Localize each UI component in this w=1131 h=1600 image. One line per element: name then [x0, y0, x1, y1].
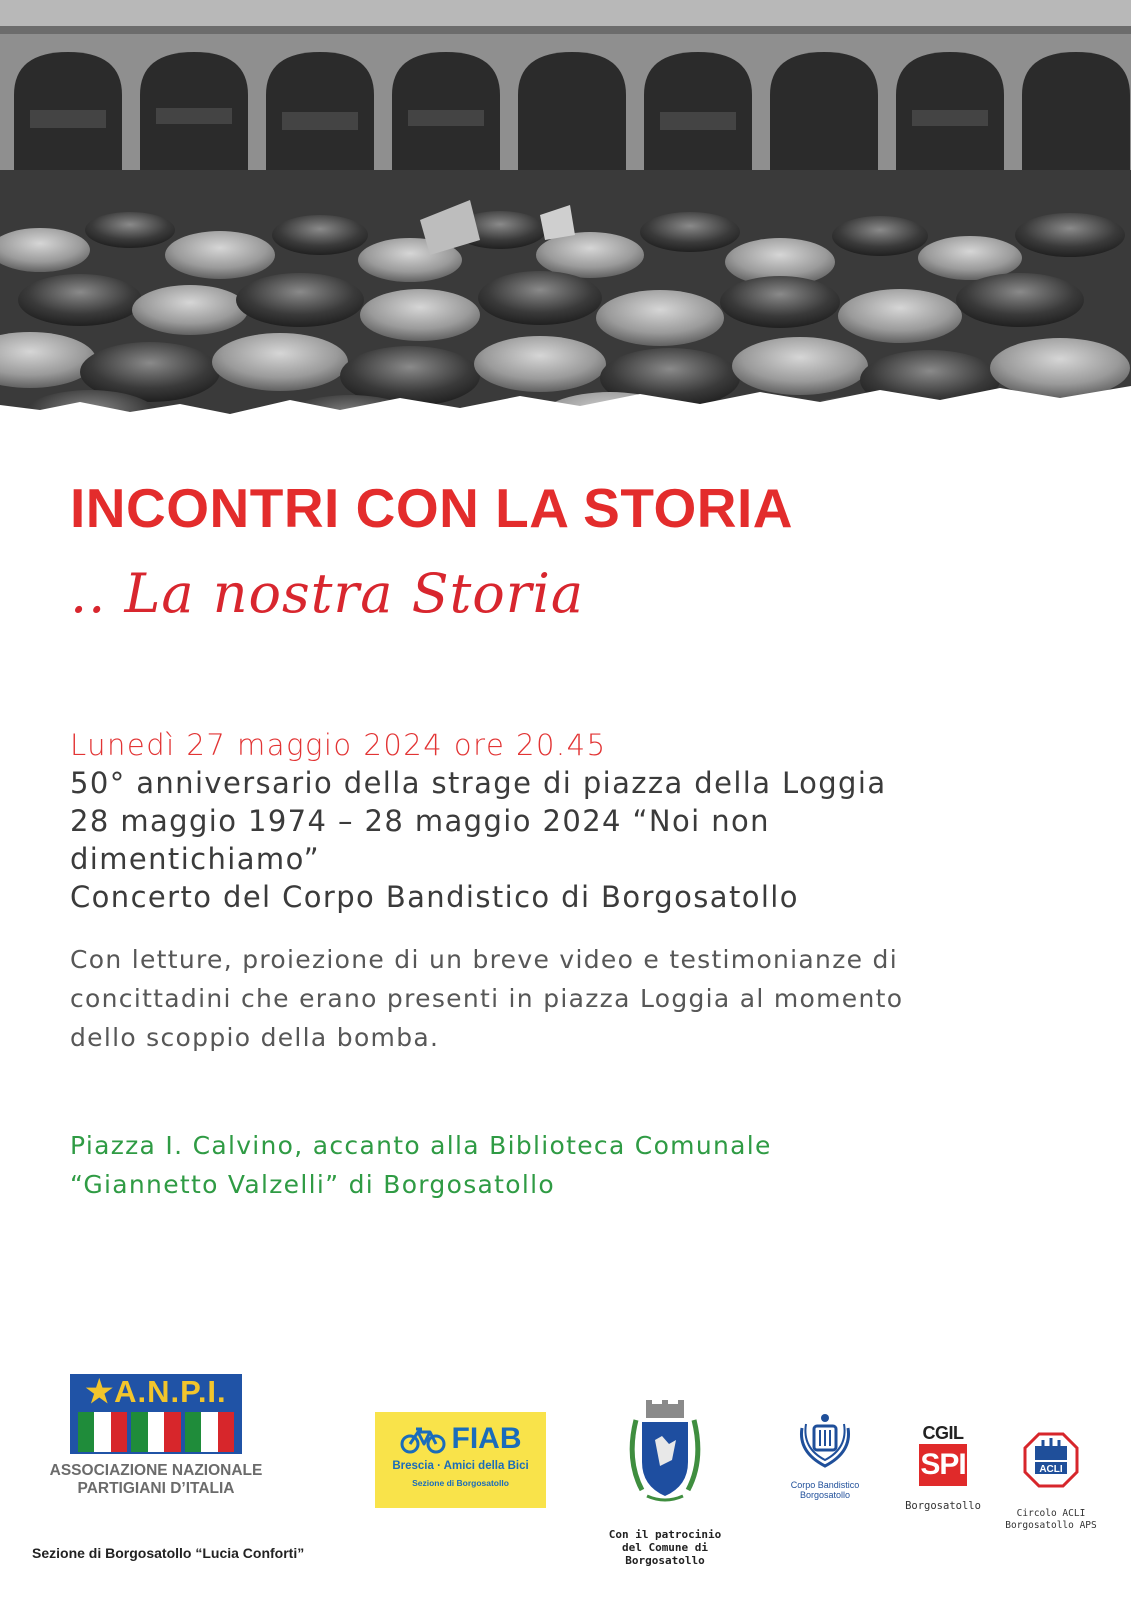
event-description [70, 940, 1070, 1057]
anpi-section: Sezione di Borgosatollo “Lucia Conforti” [32, 1545, 305, 1561]
acli-line: Circolo ACLI [1016, 1508, 1086, 1519]
anpi-name-line: PARTIGIANI D’ITALIA [77, 1480, 235, 1497]
location-line: “Giannetto Valzelli” di Borgosatollo [70, 1170, 555, 1199]
acli-logo [996, 1432, 1106, 1532]
cgil-town: Borgosatollo [905, 1500, 981, 1512]
fiab-logo [375, 1412, 546, 1508]
event-motto: dimentichiamo” [70, 842, 321, 876]
anpi-logo [49, 1374, 310, 1498]
banda-logo [770, 1408, 880, 1500]
page-title: INCONTRI CON LA STORIA [70, 477, 793, 539]
acli-name [996, 1508, 1106, 1532]
bicycle-icon [400, 1424, 446, 1454]
lyre-emblem-icon [792, 1408, 858, 1474]
banda-line: Borgosatollo [799, 1490, 851, 1500]
fiab-subtitle: Brescia · Amici della Bici [392, 1460, 529, 1472]
anpi-name [36, 1462, 276, 1498]
tagline: .. La nostra Storia [70, 562, 585, 625]
header-photo [0, 0, 1131, 440]
anpi-emblem [70, 1374, 242, 1454]
italian-flags-icon [78, 1412, 234, 1452]
anpi-title: ★A.N.P.I. [85, 1374, 227, 1409]
description-line: concittadini che erano presenti in piazza Loggia al momento [70, 984, 904, 1013]
fiab-title: FIAB [451, 1422, 522, 1455]
event-concert: Concerto del Corpo Bandistico di Borgosatollo [70, 880, 799, 914]
cgil-spi-logo [898, 1424, 988, 1512]
comune-logo [600, 1400, 730, 1567]
banda-name [770, 1480, 880, 1500]
crowd-umbrellas-image [0, 0, 1131, 440]
event-dates: 28 maggio 1974 – 28 maggio 2024 “Noi non [70, 804, 770, 838]
patronage-line: del Comune di [621, 1541, 709, 1554]
anpi-name-line: ASSOCIAZIONE NAZIONALE [49, 1462, 263, 1479]
event-date: Lunedì 27 maggio 2024 ore 20.45 [70, 728, 607, 762]
svg-text:ACLI: ACLI [1039, 1464, 1063, 1475]
event-info [70, 726, 1090, 916]
cgil-word: CGIL [922, 1423, 964, 1443]
coat-of-arms-icon [622, 1400, 708, 1504]
spi-box: SPI [919, 1444, 967, 1486]
acli-line: Borgosatollo APS [1005, 1520, 1097, 1531]
event-location [70, 1126, 1070, 1204]
acli-emblem-icon [1023, 1432, 1079, 1488]
event-anniversary: 50° anniversario della strage di piazza della Loggia [70, 766, 887, 800]
patronage-text [600, 1528, 730, 1567]
description-line: dello scoppio della bomba. [70, 1023, 440, 1052]
patronage-line: Con il patrocinio [608, 1528, 722, 1541]
banda-line: Corpo Bandistico [790, 1480, 860, 1490]
patronage-line: Borgosatollo [625, 1554, 705, 1567]
location-line: Piazza I. Calvino, accanto alla Biblioteca Comunale [70, 1131, 772, 1160]
description-line: Con letture, proiezione di un breve video e testimonianze di [70, 945, 898, 974]
fiab-section: Sezione di Borgosatollo [412, 1478, 509, 1488]
